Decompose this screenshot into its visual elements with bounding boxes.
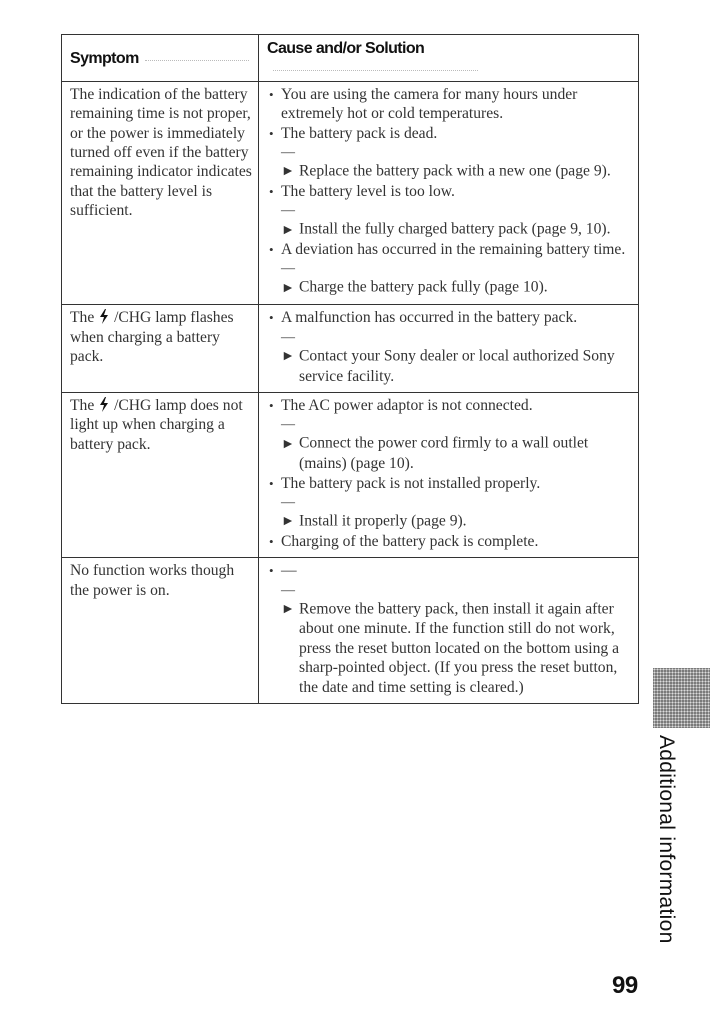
section-tab-marker xyxy=(653,668,710,728)
table-row xyxy=(62,81,639,304)
solution-text: —► Install it properly (page 9). xyxy=(281,493,626,532)
cause-cell xyxy=(259,558,639,704)
flash-icon xyxy=(99,309,109,324)
section-tab-label: Additional information xyxy=(655,735,678,944)
cause-item: • The battery pack is not installed properly. —► Install it properly (page 9). xyxy=(269,474,626,532)
cause-item: • — —► Remove the battery pack, then install it again after about one minute. If the function still do not work, press the reset button located on the bottom using a sharp-pointed object. (If you press the reset button, the date and time setting is cleared.) xyxy=(269,561,626,697)
symptom-header: Symptom xyxy=(62,35,259,82)
cause-cell xyxy=(259,81,639,304)
solution-text: —► Connect the power cord firmly to a wall outlet (mains) (page 10). xyxy=(281,417,589,473)
cause-cell xyxy=(259,305,639,393)
cause-item: • A malfunction has occurred in the battery pack. —► Contact your Sony dealer or local authorized Sony service facility. xyxy=(269,308,626,386)
solution-text: —► Charge the battery pack fully (page 10). xyxy=(281,259,626,298)
cause-item: • The battery level is too low. —► Install the fully charged battery pack (page 9, 10). xyxy=(269,182,626,240)
right-arrow-icon: —► xyxy=(281,417,294,452)
cause-item: • A deviation has occurred in the remaining battery time. —► Charge the battery pack fully (page 10). xyxy=(269,240,626,298)
symptom-cell: The indication of the battery remaining time is not proper, or the power is immediately turned off even if the battery remaining indicator indicates that the battery level is sufficient. xyxy=(62,81,259,304)
cause-item: • Charging of the battery pack is complete. xyxy=(269,532,626,551)
right-arrow-icon: —► xyxy=(281,145,294,180)
solution-text: —► Install the fully charged battery pack (page 9, 10). xyxy=(281,201,626,240)
page-number: 99 xyxy=(612,972,638,999)
symptom-cell: No function works though the power is on. xyxy=(62,558,259,704)
right-arrow-icon: —► xyxy=(281,261,294,296)
solution-text: —► Replace the battery pack with a new one (page 9). xyxy=(281,143,626,182)
cause-item: • The AC power adaptor is not connected. —► Connect the power cord firmly to a wall outlet (mains) (page 10). xyxy=(269,396,626,474)
cause-item: • The battery pack is dead. —► Replace the battery pack with a new one (page 9). xyxy=(269,124,626,182)
troubleshooting-table xyxy=(61,34,639,704)
right-arrow-icon: —► xyxy=(281,329,294,365)
cause-header: Cause and/or Solution xyxy=(259,35,639,82)
cause-cell xyxy=(259,392,639,557)
symptom-cell: The /CHG lamp does not light up when charging a battery pack. xyxy=(62,392,259,557)
cause-item: • You are using the camera for many hours under extremely hot or cold temperatures. xyxy=(269,85,626,124)
table-row xyxy=(62,558,639,704)
solution-text: —► Contact your Sony dealer or local authorized Sony service facility. xyxy=(281,329,615,385)
table-header-row xyxy=(62,35,639,82)
symptom-cell: The /CHG lamp flashes when charging a battery pack. xyxy=(62,305,259,393)
right-arrow-icon: —► xyxy=(281,582,294,617)
right-arrow-icon: —► xyxy=(281,494,294,530)
flash-icon xyxy=(99,397,109,412)
table-row xyxy=(62,305,639,393)
table-row xyxy=(62,392,639,557)
solution-text: —► Remove the battery pack, then install it again after about one minute. If the function still do not work, press the reset button located on the bottom using a sharp-pointed object. (If you press the reset button, the date and time setting is cleared.) xyxy=(281,582,620,696)
right-arrow-icon: —► xyxy=(281,203,294,238)
